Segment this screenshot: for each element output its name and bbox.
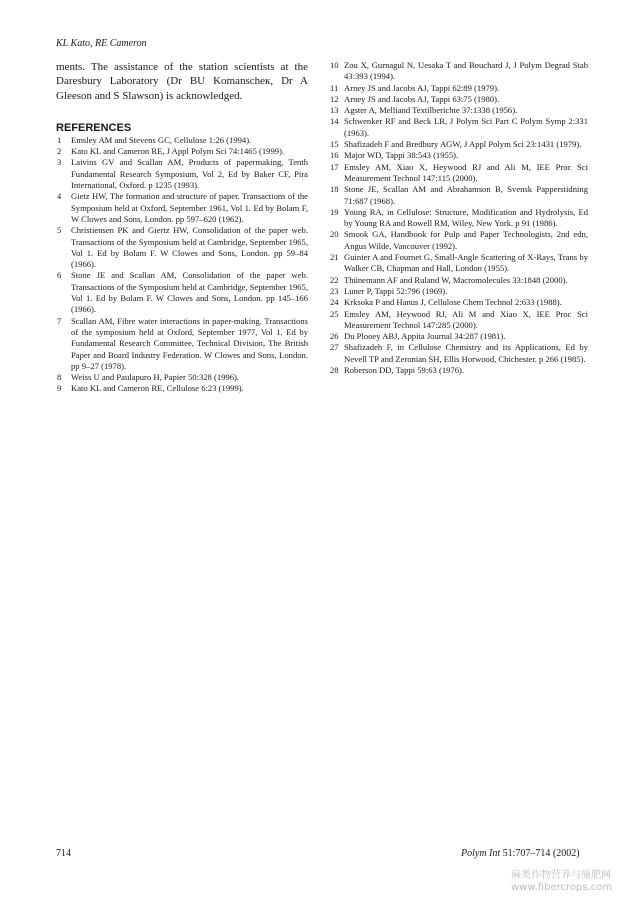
reference-item bbox=[56, 383, 308, 394]
reference-text: Arney JS and Jacobs AJ, Tappi 63:75 (1980). bbox=[344, 93, 500, 104]
reference-number: 14 bbox=[330, 116, 339, 127]
reference-item bbox=[330, 94, 588, 105]
reference-number: 12 bbox=[330, 93, 339, 104]
reference-text: Emsley AM, Xiao X, Heywood RJ and Ali M, IEE Proc Sci Measurement Technol 147:115 (2000). bbox=[344, 161, 588, 183]
reference-number: 2 bbox=[57, 146, 62, 157]
reference-text: Scallan AM, Fibre water interactions in paper-making. Transactions of the symposium held at Oxford, September 1977, Vol 1. Ed by Fundamental Research Committee, Technical Division, The British Paper and Board Industry Federation. W Clowes and Sons, London. pp 9–27 (1978). bbox=[71, 315, 308, 371]
reference-text: Shafizadeh F, in Cellulose Chemistry and its Applications, Ed by Nevell TP and Zeronian SH, Ellis Horwood, Chichester. p 266 (1985). bbox=[344, 342, 588, 364]
running-head: KL Kato, RE Cameron bbox=[56, 38, 147, 49]
reference-number: 17 bbox=[330, 161, 339, 172]
reference-number: 18 bbox=[330, 184, 339, 195]
reference-item bbox=[330, 150, 588, 161]
reference-text: Major WD, Tappi 38:543 (1955). bbox=[344, 150, 459, 161]
reference-text: Stone JE, Scallan AM and Abrahamson B, Svensk Papperstidning 71:687 (1968). bbox=[344, 184, 588, 206]
reference-item bbox=[56, 316, 308, 372]
reference-text: Stone JE and Scallan AM, Consolidation of the paper web. Transactions of the Symposium held at Cambridge, September 1965, Vol 1. Ed by Bolam F. W Clowes and Sons, London. pp 145–166 (1966). bbox=[71, 270, 308, 315]
reference-item bbox=[330, 365, 588, 376]
reference-number: 23 bbox=[330, 285, 339, 296]
reference-text: Kato KL and Cameron RE, Cellulose 6:23 (1999). bbox=[71, 383, 244, 394]
reference-number: 15 bbox=[330, 139, 339, 150]
reference-item bbox=[56, 372, 308, 383]
reference-item bbox=[330, 297, 588, 308]
watermark-line-2: www.fibercrops.com bbox=[511, 882, 613, 893]
reference-item bbox=[330, 162, 588, 185]
reference-text: Roberson DD, Tappi 59:63 (1976). bbox=[344, 365, 465, 376]
reference-number: 27 bbox=[330, 342, 339, 353]
reference-text: Thünemann AF and Ruland W, Macromolecules 33:1848 (2000). bbox=[344, 274, 568, 285]
reference-number: 7 bbox=[57, 315, 62, 326]
reference-number: 13 bbox=[330, 105, 339, 116]
reference-number: 28 bbox=[330, 365, 339, 376]
reference-number: 3 bbox=[57, 157, 62, 168]
reference-item bbox=[330, 105, 588, 116]
reference-text: Shafizadeh F and Bredbury AGW, J Appl Polym Sci 23:1431 (1979). bbox=[344, 139, 582, 150]
reference-text: Gietz HW, The formation and structure of paper. Transactions of the Symposium held at Oxford, September 1961, Vol 1. Ed by Bolam F, W Clowes and Sons, London. pp 597–620 (1962). bbox=[71, 191, 308, 224]
reference-item bbox=[330, 207, 588, 230]
journal-citation bbox=[461, 848, 580, 859]
reference-item bbox=[330, 252, 588, 275]
reference-text: Smook GA, Handbook for Pulp and Paper Technologists, 2nd edn, Angus Wilde, Vancouver (1992). bbox=[344, 229, 588, 251]
reference-item bbox=[56, 157, 308, 191]
reference-number: 22 bbox=[330, 274, 339, 285]
reference-text: Luner P, Tappi 52:796 (1969). bbox=[344, 285, 448, 296]
page-number: 714 bbox=[56, 848, 71, 859]
reference-number: 24 bbox=[330, 297, 339, 308]
reference-number: 19 bbox=[330, 206, 339, 217]
reference-number: 8 bbox=[57, 372, 62, 383]
reference-item bbox=[330, 139, 588, 150]
reference-text: Emsley AM, Heywood RJ, Ali M and Xiao X, IEE Proc Sci Measurement Technol 147:285 (2000). bbox=[344, 308, 588, 330]
reference-number: 6 bbox=[57, 270, 62, 281]
journal-volume-pages: 51:707–714 (2002) bbox=[502, 848, 580, 859]
reference-number: 21 bbox=[330, 252, 339, 263]
watermark-line-1: 麻类作物营养与施肥网 bbox=[511, 870, 611, 881]
references-heading: REFERENCES bbox=[56, 121, 132, 134]
reference-text: Emsley AM and Stevens GC, Cellulose 1:26 (1994). bbox=[71, 134, 252, 145]
references-list-left bbox=[56, 135, 308, 395]
reference-number: 26 bbox=[330, 331, 339, 342]
reference-text: Arney JS and Jacobs AJ, Tappi 62:89 (1979). bbox=[344, 82, 500, 93]
left-column bbox=[56, 60, 308, 395]
reference-item bbox=[330, 342, 588, 365]
reference-number: 9 bbox=[57, 383, 62, 394]
reference-item bbox=[56, 135, 308, 146]
reference-text: Zou X, Gurnagul N, Uesaka T and Bouchard J, J Polym Degrad Stab 43:393 (1994). bbox=[344, 60, 588, 82]
reference-item bbox=[330, 331, 588, 342]
reference-item bbox=[330, 229, 588, 252]
reference-number: 11 bbox=[330, 82, 339, 93]
reference-number: 10 bbox=[330, 60, 339, 70]
reference-text: Kato KL and Cameron RE, J Appl Polym Sci 74:1465 (1999). bbox=[71, 146, 285, 157]
reference-item bbox=[330, 83, 588, 94]
reference-item bbox=[330, 184, 588, 207]
reference-item bbox=[56, 146, 308, 157]
reference-item bbox=[56, 191, 308, 225]
reference-text: Krksoka P and Hanus J, Cellulose Chem Technol 2:633 (1988). bbox=[344, 297, 562, 308]
reference-text: Schwenker RF and Beck LR, J Polym Sci Part C Polym Symp 2:331 (1963). bbox=[344, 116, 588, 138]
right-column bbox=[330, 60, 588, 376]
journal-name: Polym Int bbox=[461, 848, 501, 859]
reference-number: 5 bbox=[57, 225, 62, 236]
references-list-right bbox=[330, 60, 588, 376]
reference-item bbox=[330, 275, 588, 286]
reference-number: 4 bbox=[57, 191, 62, 202]
site-watermark bbox=[511, 870, 633, 894]
reference-number: 1 bbox=[57, 134, 62, 145]
reference-item bbox=[56, 225, 308, 270]
reference-item bbox=[330, 309, 588, 332]
reference-item bbox=[330, 286, 588, 297]
reference-text: Laivins GV and Scallan AM, Products of papermaking, Tenth Fundamental Research Symposium, Vol 2, Ed by Baker CF, Pira International, Oxford. p 1235 (1993). bbox=[71, 157, 308, 191]
reference-number: 25 bbox=[330, 308, 339, 319]
reference-item bbox=[330, 60, 588, 83]
reference-item bbox=[330, 116, 588, 139]
reference-text: Guinier A and Fournet G, Small-Angle Scattering of X-Rays, Trans by Walker CB, Chapman and Hall, London (1955). bbox=[344, 252, 588, 274]
acknowledgement-text: ments. The assistance of the station scientists at the Daresbury Laboratory (Dr BU Komanscheк, Dr A Gleeson and S Slawson) is acknowledged. bbox=[56, 61, 308, 102]
reference-text: Young RA, in Cellulose: Structure, Modification and Hydrolysis, Ed by Young RA and Rowell RM, Wiley, New York. p 91 (1986). bbox=[344, 206, 588, 229]
reference-text: Weiss U and Paulapuro H, Papier 50:328 (1996). bbox=[71, 372, 240, 383]
reference-number: 16 bbox=[330, 150, 339, 161]
reference-item bbox=[56, 270, 308, 315]
reference-text: Du Plooey ABJ, Appita Journal 34:287 (1981). bbox=[344, 331, 506, 342]
reference-number: 20 bbox=[330, 229, 339, 240]
reference-text: Christiensen PK and Giertz HW, Consolidation of the paper web. Transactions of the Symposium held at Cambridge, September 1965, Vol 1. Ed by Bolam F. W Clowes and Sons, London. pp 59–84 (1966). bbox=[71, 225, 308, 270]
reference-text: Agster A, Melliand Textilberichte 37:1338 (1956). bbox=[344, 105, 518, 116]
